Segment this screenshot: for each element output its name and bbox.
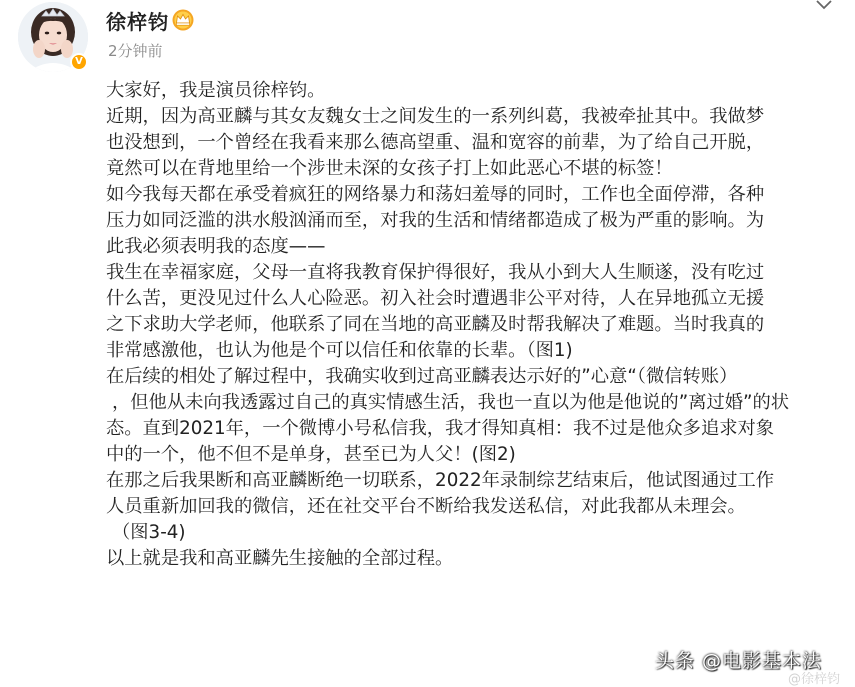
post-text-line: 在后续的相处了解过程中，我确实收到过高亚麟表达示好的”心意“（微信转账） xyxy=(106,366,738,387)
post-text-line: 非常感激他，也认为他是个可以信任和依靠的长辈。（图1) xyxy=(106,340,573,361)
post-text-line: 在那之后我果断和高亚麟断绝一切联系，2022年录制综艺结束后，他试图通过工作 xyxy=(106,470,775,491)
toutiao-watermark: 头条 @电影基本法 xyxy=(655,650,823,672)
post-text-line: 态。直到2021年，一个微博小号私信我，我才得知真相：我不过是他众多追求对象 xyxy=(106,418,775,439)
avatar-container[interactable] xyxy=(18,2,94,78)
post-text-line: 以上就是我和高亚麟先生接触的全部过程。 xyxy=(106,548,454,569)
post-text-line: 此我必须表明我的态度—— xyxy=(106,236,326,257)
post-text-line: 什么苦，更没见过什么人心险恶。初入社会时遭遇非公平对待，人在异地孤立无援 xyxy=(106,288,765,309)
post-text-line: 中的一个，他不但不是单身，甚至已为人父！(图2) xyxy=(106,444,516,465)
post-text-line: 大家好，我是演员徐梓钧。 xyxy=(106,80,326,101)
post-text-line: （图3-4) xyxy=(112,522,186,543)
verified-v-icon: V xyxy=(70,53,88,71)
post-text-line: 竟然可以在背地里给一个涉世未深的女孩子打上如此恶心不堪的标签！ xyxy=(106,158,673,179)
post-text-line: 人员重新加回我的微信，还在社交平台不断给我发送私信，对此我都从未理会。 xyxy=(106,496,746,517)
post-text-line: 如今我每天都在承受着疯狂的网络暴力和荡妇羞辱的同时，工作也全面停滞，各种 xyxy=(106,184,765,205)
post-body xyxy=(106,78,836,572)
username[interactable]: 徐梓钧 xyxy=(106,10,169,34)
post-text-line: ，但他从未向我透露过自己的真实情感生活，我也一直以为他是他说的”离过婚”的状 xyxy=(112,392,790,413)
chevron-down-icon[interactable] xyxy=(815,0,833,12)
post-text-line: 压力如同泛滥的洪水般汹涌而至，对我的生活和情绪都造成了极为严重的影响。为 xyxy=(106,210,765,231)
post-text-line: 也没想到，一个曾经在我看来那么德高望重、温和宽容的前辈，为了给自己开脱， xyxy=(106,132,765,153)
post-text-line: 我生在幸福家庭，父母一直将我教育保护得很好，我从小到大人生顺遂，没有吃过 xyxy=(106,262,765,283)
post-text-line: 近期，因为高亚麟与其女友魏女士之间发生的一系列纠葛，我被牵扯其中。我做梦 xyxy=(106,106,765,127)
post-timestamp: 2分钟前 xyxy=(108,42,163,60)
gold-crown-member-icon[interactable] xyxy=(170,7,196,31)
weibo-faint-watermark: @徐梓钧 xyxy=(788,672,841,687)
post-text-line: 之下求助大学老师，他联系了同在当地的高亚麟及时帮我解决了难题。当时我真的 xyxy=(106,314,765,335)
